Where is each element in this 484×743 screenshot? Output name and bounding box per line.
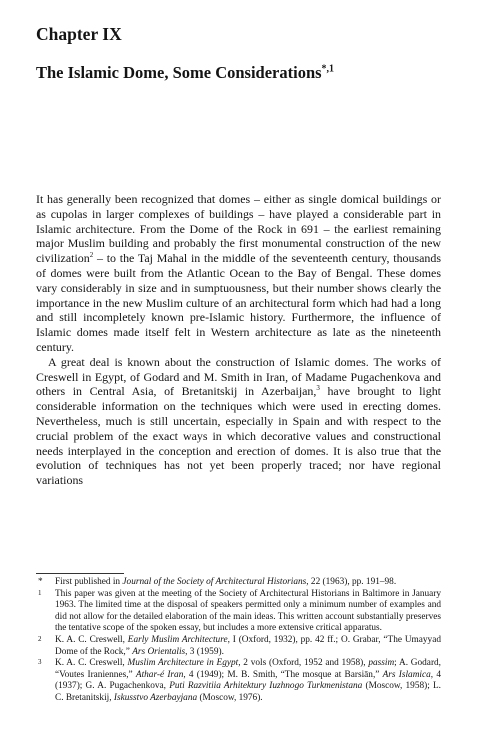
footnote-text: This paper was given at the meeting of the Society of Architectural Historians in Baltimore in January 1963. The limited time at the disposal of speakers permitted only a minimum number of examples and did not allow for the detailed elaboration of the main ideas. This written account substantially preserves the tentative scope of the spoken essay, but includes a more extensive critical apparatus. <box>55 588 441 634</box>
footnote-text: , 22 (1963), pp. 191–98. <box>306 577 397 587</box>
footnote-text: (Moscow, 1976). <box>197 692 263 703</box>
footnote-text: K. A. C. Creswell, <box>55 634 128 645</box>
footnote-text: , 4 (1949); M. B. Smith, “The mosque at Barsiān,” <box>183 669 383 680</box>
title-footnote-marks: *,1 <box>321 63 335 75</box>
footnote-mark: 1 <box>38 588 42 597</box>
footnote-text: , 3 (1959). <box>185 646 224 657</box>
paragraph-2-text-a: A great deal is known about the construction of Islamic domes. The works of Creswell in Egypt, of Godard and M. Smith in Iran, of Madame Pugachenkova and others in Central Asia, of Bretanitskij in Azerbaijan, <box>36 354 441 399</box>
footnote-2 <box>36 635 441 658</box>
footnote-text: K. A. C. Creswell, <box>55 658 128 669</box>
footnote-ref-3: 3 <box>316 384 320 393</box>
chapter-heading: Chapter IX <box>36 24 122 44</box>
footnote-mark: * <box>38 577 43 587</box>
paragraph-2 <box>36 355 441 488</box>
footnote-mark: 3 <box>38 658 42 667</box>
footnote-1 <box>36 589 441 635</box>
book-title: Muslim Architecture in Egypt <box>127 658 239 669</box>
footnote-text: , I (Oxford, 1932), pp. 42 ff.; O. Grabar, “The Umayyad Dome of the Rock,” <box>55 634 441 657</box>
footnote-ref-2: 2 <box>89 251 94 260</box>
paragraph-1 <box>36 192 441 355</box>
book-title: Early Muslim Architecture <box>127 634 228 645</box>
footnote-divider <box>36 573 124 574</box>
paragraph-1-text-b: – to the Taj Mahal in the middle of the seventeenth century, thousands of domes were built from the Atlantic Ocean to the Bay of Bengal. These domes vary considerably in size and in sumptuousness, but their number shows clearly the importance in the new Muslim culture of an architectural form which had had a long and still incompletely known pre-Islamic history. Furthermore, the influence of Islamic domes made itself felt in Western architecture as late as the nineteenth century. <box>36 251 441 354</box>
footnote-text: First published in <box>55 577 123 587</box>
latin-term: passim <box>368 658 395 669</box>
footnote-text: , 4 (1937); G. A. Pugachenkova, <box>55 669 441 692</box>
journal-title: Athar-é Iran <box>135 669 184 680</box>
chapter-title-text: The Islamic Dome, Some Considerations <box>36 63 322 82</box>
footnote-3 <box>36 658 441 704</box>
body-text <box>36 192 441 488</box>
footnotes <box>36 577 441 705</box>
chapter-title <box>36 63 441 83</box>
book-title: Iskusstvo Azerbayjana <box>113 692 198 703</box>
footnote-mark: 2 <box>38 634 42 643</box>
paragraph-2-text-b: have brought to light considerable information on the techniques which were used in erecting domes. Nevertheless, much is still uncertain, especially in Spain and with respect to the crucial problem of the exact ways in which decorative values and constructional needs interplayed in the conception and erection of domes. It is also true that the evolution of techniques has not yet been properly traced; nor have regional variations <box>36 384 442 488</box>
footnote-star <box>36 577 441 589</box>
footnote-text: (Moscow, 1958); L. C. Bretanitskij, <box>55 681 441 703</box>
journal-title: Ars Orientalis <box>132 646 186 657</box>
footnote-text: , 2 vols (Oxford, 1952 and 1958), <box>238 658 369 669</box>
book-title: Puti Razvitiia Arhitektury Iuzhnogo Turkmenistana <box>169 681 363 692</box>
footnote-text: ; A. Godard, “Voutes Iraniennes,” <box>55 658 442 680</box>
paragraph-1-text-a: It has generally been recognized that domes – either as single domical buildings or as cupolas in larger complexes of buildings – have played a considerable part in Islamic architecture. From the Dome of the Rock in 691 – the earliest remaining major Muslim building and probably the first monumental construction of the new civilization <box>36 192 441 266</box>
journal-title: Journal of the Society of Architectural Historians <box>122 577 307 587</box>
page-header <box>36 24 441 83</box>
journal-title: Ars Islamica <box>382 669 431 680</box>
